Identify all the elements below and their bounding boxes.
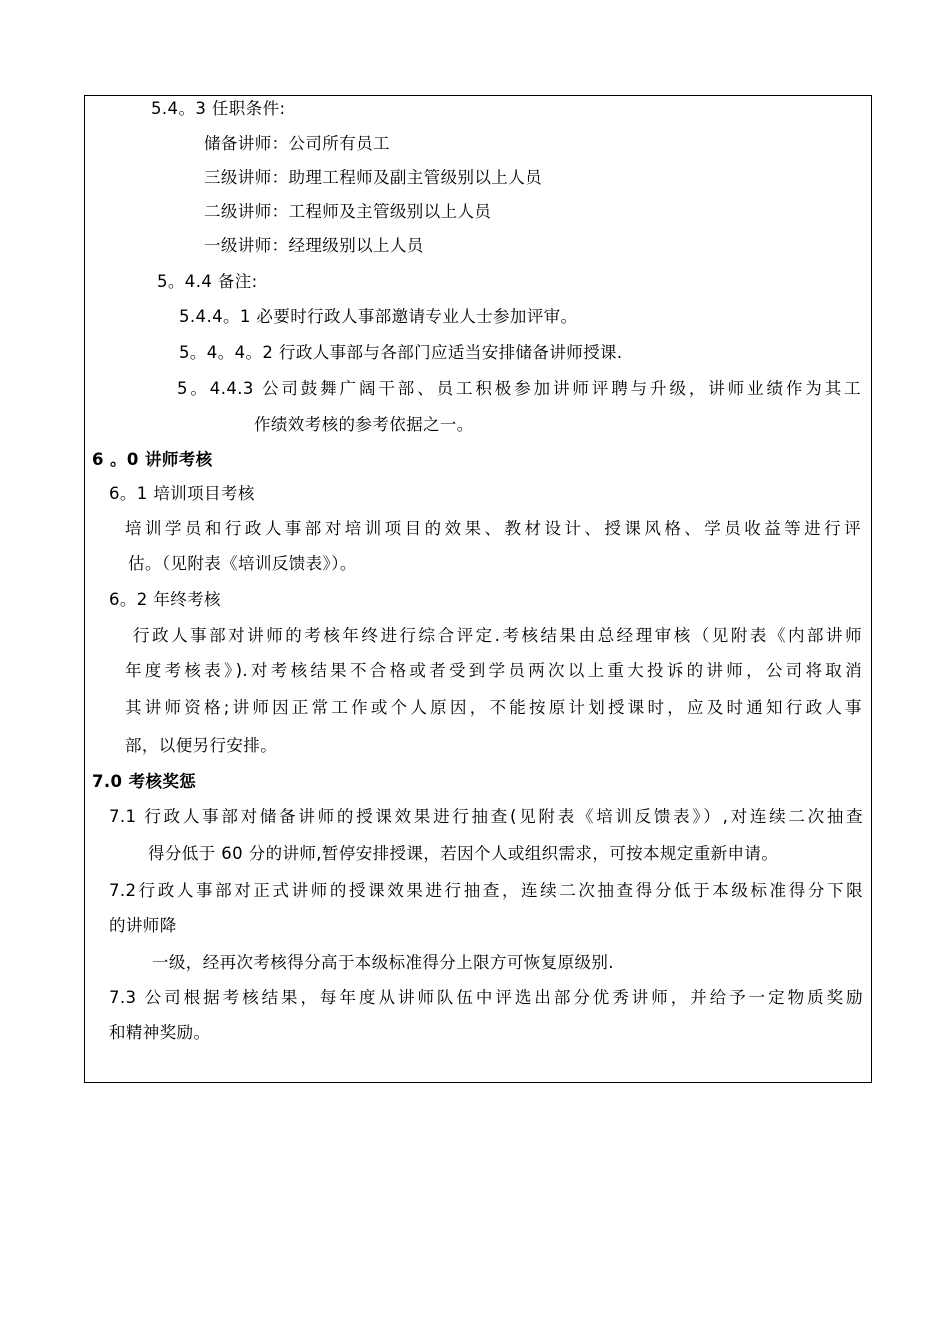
section-5-4-4-heading: 5。4.4 备注: xyxy=(157,272,258,291)
level1-lecturer-condition: 一级讲师：经理级别以上人员 xyxy=(204,236,424,255)
section-7-2-line3: 一级，经再次考核得分高于本级标准得分上限方可恢复原级别. xyxy=(152,953,614,972)
section-7-3-line1: 7.3 公司根据考核结果，每年度从讲师队伍中评选出部分优秀讲师，并给予一定物质奖励 xyxy=(109,988,863,1007)
reserve-lecturer-condition: 储备讲师：公司所有员工 xyxy=(204,134,390,153)
note-item-2: 5。4。4。2 行政人事部与各部门应适当安排储备讲师授课. xyxy=(179,343,623,362)
section-6-2-line4: 部，以便另行安排。 xyxy=(125,736,278,755)
section-7-3-line2: 和精神奖励。 xyxy=(109,1023,211,1042)
section-7-1-line1: 7.1 行政人事部对储备讲师的授课效果进行抽查(见附表《培训反馈表》）,对连续二次抽查 xyxy=(109,807,863,826)
section-6-1-heading: 6。1 培训项目考核 xyxy=(109,484,255,503)
section-7-heading: 7.0 考核奖惩 xyxy=(92,772,197,791)
section-6-2-line3: 其讲师资格;讲师因正常工作或个人原因，不能按原计划授课时，应及时通知行政人事 xyxy=(125,698,862,717)
section-6-1-line1: 培训学员和行政人事部对培训项目的效果、教材设计、授课风格、学员收益等进行评 xyxy=(125,519,861,538)
section-7-2-line2: 的讲师降 xyxy=(109,916,177,935)
note-item-1: 5.4.4。1 必要时行政人事部邀请专业人士参加评审。 xyxy=(179,307,578,326)
section-7-2-line1: 7.2行政人事部对正式讲师的授课效果进行抽查，连续二次抽查得分低于本级标准得分下限 xyxy=(109,881,863,900)
section-6-2-heading: 6。2 年终考核 xyxy=(109,590,221,609)
section-5-4-3-heading: 5.4。3 任职条件: xyxy=(151,99,286,118)
section-6-heading: 6 。0 讲师考核 xyxy=(92,450,213,469)
section-6-2-line1: 行政人事部对讲师的考核年终进行综合评定.考核结果由总经理审核（见附表《内部讲师 xyxy=(133,626,862,645)
note-item-3-line2: 作绩效考核的参考依据之一。 xyxy=(254,415,474,434)
level2-lecturer-condition: 二级讲师：工程师及主管级别以上人员 xyxy=(204,202,492,221)
section-6-1-line2: 估。（见附表《培训反馈表》）。 xyxy=(128,554,357,573)
section-6-2-line2: 年度考核表》).对考核结果不合格或者受到学员两次以上重大投诉的讲师，公司将取消 xyxy=(125,661,862,680)
level3-lecturer-condition: 三级讲师：助理工程师及副主管级别以上人员 xyxy=(204,168,542,187)
section-7-1-line2: 得分低于 60 分的讲师,暂停安排授课，若因个人或组织需求，可按本规定重新申请。 xyxy=(148,844,779,863)
note-item-3-line1: 5。4.4.3 公司鼓舞广阔干部、员工积极参加讲师评聘与升级，讲师业绩作为其工 xyxy=(177,379,861,398)
